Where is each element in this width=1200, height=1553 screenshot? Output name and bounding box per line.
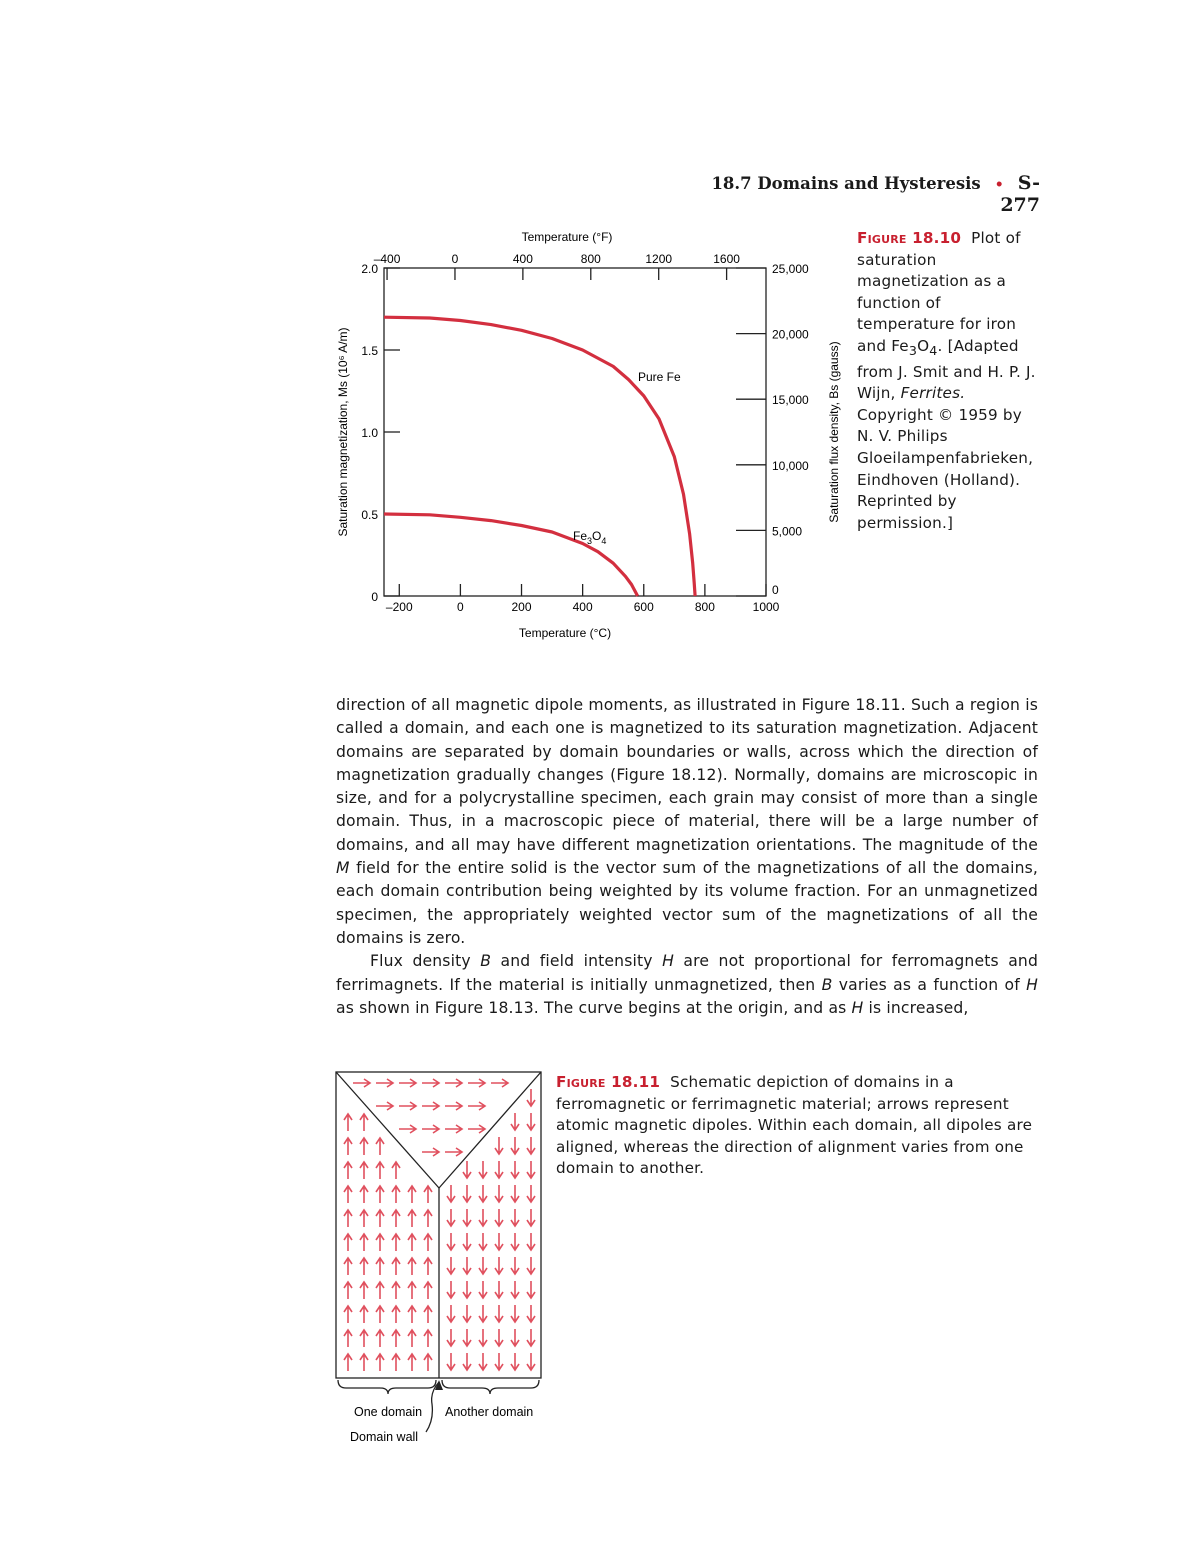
dipole-arrow-up [360,1138,368,1155]
dipole-arrow-up [376,1330,384,1347]
series-line-pure-fe [384,317,695,596]
dipole-arrow-right [468,1102,485,1110]
figure-18-10-caption: Figure 18.10 Plot of saturation magnetization as a function of temperature for iron and $Fe_3O_4$. [Adapted from J. Smit and H. P. J. Wijn, Ferrites. Copyright © 1959 by N. V. Philips Gloeilampenfabrieken, Eindhoven (Holland). Reprinted by permission.] [857,229,1036,532]
dipole-arrow-up [376,1282,384,1299]
dipole-arrow-up [408,1210,416,1227]
dipole-arrow-up [392,1330,400,1347]
dipole-arrow-down [527,1089,535,1106]
dipole-arrow-right [468,1079,485,1087]
dipole-arrow-up [392,1282,400,1299]
top-tick-label: 800 [580,252,601,266]
dipole-arrow-right [399,1079,416,1087]
dipole-arrows [344,1079,535,1371]
bullet-separator: • [994,177,1004,193]
dipole-arrow-down [495,1329,503,1346]
dipole-arrow-up [424,1330,432,1347]
dipole-arrow-down [527,1305,535,1322]
dipole-arrow-up [408,1282,416,1299]
dipole-arrow-down [463,1233,471,1250]
series-label-pure-fe: Pure Fe [638,370,681,384]
dipole-arrow-up [392,1234,400,1251]
dipole-arrow-right [376,1102,393,1110]
dipole-arrow-up [424,1186,432,1203]
x-tick-label: 800 [694,600,715,614]
dipole-arrow-right [422,1125,439,1133]
dipole-arrow-up [376,1306,384,1323]
dipole-arrow-down [527,1281,535,1298]
dipole-arrow-down [479,1281,487,1298]
dipole-arrow-down [463,1209,471,1226]
dipole-arrow-down [495,1281,503,1298]
right-axis-label: Saturation flux density, Bs (gauss) [827,341,841,523]
dipole-arrow-up [360,1258,368,1275]
dipole-arrow-down [527,1209,535,1226]
dipole-arrow-right [376,1079,393,1087]
dipole-arrow-down [511,1233,519,1250]
dipole-arrow-right [468,1125,485,1133]
dipole-arrow-down [511,1161,519,1178]
dipole-arrow-down [463,1185,471,1202]
dipole-arrow-up [376,1162,384,1179]
top-tick-label: –400 [373,252,401,266]
dipole-arrow-right [445,1148,462,1156]
dipole-arrow-down [495,1353,503,1370]
dipole-arrow-right [399,1125,416,1133]
top-tick-label: 1600 [713,252,740,266]
dipole-arrow-up [376,1354,384,1371]
dipole-arrow-up [344,1138,352,1155]
right-tick-label: 5,000 [772,524,803,539]
dipole-arrow-right [445,1102,462,1110]
dipole-arrow-down [463,1257,471,1274]
dipole-arrow-down [495,1137,503,1154]
dipole-arrow-down [527,1113,535,1130]
dipole-arrow-up [344,1258,352,1275]
dipole-arrow-down [479,1233,487,1250]
x-axis-label: Temperature (°C) [518,626,612,640]
dipole-arrow-up [360,1162,368,1179]
dipole-arrow-up [360,1354,368,1371]
dipole-arrow-right [422,1079,439,1087]
dipole-arrow-up [408,1306,416,1323]
domain-outlines [336,1072,541,1432]
y-axis-label: Saturation magnetization, Ms (10⁶ A/m) [336,327,350,537]
dipole-arrow-up [424,1306,432,1323]
dipole-arrow-down [511,1257,519,1274]
dipole-arrow-down [511,1281,519,1298]
figure-18-11-caption: Figure 18.11 Schematic depiction of domains in a ferromagnetic or ferrimagnetic material; arrows represent atomic magnetic dipoles. Within each domain, all dipoles are aligned, whereas the direction of alignment varies from one domain to another. [556,1073,1033,1178]
dipole-arrow-right [422,1148,439,1156]
dipole-arrow-down [479,1161,487,1178]
dipole-arrow-up [376,1186,384,1203]
dipole-arrow-up [360,1210,368,1227]
dipole-arrow-up [344,1210,352,1227]
dipole-arrow-down [495,1233,503,1250]
section-title: 18.7 Domains and Hysteresis [711,174,981,193]
x-tick-label: 200 [511,600,532,614]
x-tick-label: 0 [457,600,464,614]
y-tick-label: 1.5 [361,344,378,358]
right-tick-label: 10,000 [772,458,809,473]
top-tick-label: 1200 [645,252,673,266]
dipole-arrow-right [399,1102,416,1110]
dipole-arrow-down [511,1137,519,1154]
right-tick-label: 20,000 [772,327,809,342]
domain-wall-pointer [426,1382,439,1432]
dipole-arrow-up [344,1282,352,1299]
x-tick-label: 1000 [752,600,780,614]
label-another-domain: Another domain [445,1405,534,1419]
dipole-arrow-down [447,1209,455,1226]
dipole-arrow-up [424,1210,432,1227]
dipole-arrow-down [511,1113,519,1130]
dipole-arrow-up [424,1258,432,1275]
dipole-arrow-up [360,1114,368,1131]
dipole-arrow-up [392,1306,400,1323]
right-tick-label: 25,000 [772,262,809,276]
domain-wall-left [336,1072,439,1188]
dipole-arrow-up [344,1162,352,1179]
right-tick-label: 0 [772,583,779,597]
dipole-arrow-down [479,1329,487,1346]
dipole-arrow-down [511,1353,519,1370]
dipole-arrow-down [511,1329,519,1346]
dipole-arrow-down [463,1281,471,1298]
body-text [336,694,1038,1020]
dipole-arrow-down [463,1353,471,1370]
label-domain-wall: Domain wall [350,1430,419,1444]
x-tick-label: –200 [385,600,413,614]
dipole-arrow-down [527,1233,535,1250]
dipole-arrow-down [463,1305,471,1322]
dipole-arrow-up [424,1234,432,1251]
dipole-arrow-down [479,1353,487,1370]
dipole-arrow-up [392,1354,400,1371]
dipole-arrow-down [527,1257,535,1274]
dipole-arrow-up [376,1210,384,1227]
y-tick-label: 1.0 [361,426,378,440]
dipole-arrow-down [447,1185,455,1202]
dipole-arrow-up [360,1186,368,1203]
dipole-arrow-up [392,1186,400,1203]
dipole-arrow-up [392,1258,400,1275]
figure-label: Figure 18.11 [556,1073,661,1091]
dipole-arrow-up [376,1234,384,1251]
dipole-arrow-right [445,1125,462,1133]
dipole-arrow-right [422,1102,439,1110]
dipole-arrow-right [491,1079,508,1087]
dipole-arrow-down [527,1353,535,1370]
plot-frame [384,268,766,596]
dipole-arrow-down [495,1209,503,1226]
y-tick-label: 0 [371,590,378,604]
top-tick-label: 400 [512,252,533,266]
dipole-arrow-up [408,1354,416,1371]
dipole-arrow-up [376,1258,384,1275]
dipole-arrow-up [344,1330,352,1347]
dipole-arrow-down [479,1305,487,1322]
dipole-arrow-down [511,1305,519,1322]
page-number: S-277 [1000,172,1040,216]
paragraph-1: direction of all magnetic dipole moments, as illustrated in Figure 18.11. Such a region is called a domain, and each one is magnetized to its saturation magnetization. Adjacent domains are separated by domain boundaries or walls, across which the direction of magnetization gradually changes (Figure 18.12). Normally, domains are microscopic in size, and for a polycrystalline specimen, each grain may consist of more than a single domain. Thus, in a macroscopic piece of material, there will be a large number of domains, and all may have different magnetization orientations. The magnitude of the M field for the entire solid is the vector sum of the magnetizations of all the domains, each domain contribution being weighted by its volume fraction. For an unmagnetized specimen, the appropriately weighted vector sum of the magnetizations of all the domains is zero. [336,696,1038,947]
dipole-arrow-up [344,1186,352,1203]
dipole-arrow-up [408,1258,416,1275]
dipole-arrow-up [344,1354,352,1371]
dipole-arrow-up [424,1282,432,1299]
dipole-arrow-up [424,1354,432,1371]
dipole-arrow-up [360,1330,368,1347]
y-tick-label: 2.0 [361,262,378,276]
x-tick-label: 400 [572,600,593,614]
dipole-arrow-down [527,1161,535,1178]
dipole-arrow-up [344,1306,352,1323]
right-tick-label: 15,000 [772,393,809,408]
dipole-arrow-right [353,1079,370,1087]
dipole-arrow-down [527,1329,535,1346]
y-tick-label: 0.5 [361,508,378,522]
top-axis-label: Temperature (°F) [521,230,613,244]
dipole-arrow-down [447,1305,455,1322]
paragraph-2: Flux density B and field intensity H are not proportional for ferromagnets and ferrimagnets. If the material is initially unmagnetized, then B varies as a function of H as shown in Figure 18.13. The curve begins at the origin, and as H is increased, [336,952,1039,1017]
dipole-arrow-up [376,1138,384,1155]
dipole-arrow-down [463,1329,471,1346]
dipole-arrow-right [445,1079,462,1087]
dipole-arrow-down [495,1257,503,1274]
dipole-arrow-up [344,1234,352,1251]
domain-wall-right [439,1072,541,1188]
dipole-arrow-up [360,1282,368,1299]
dipole-arrow-up [392,1162,400,1179]
dipole-arrow-up [360,1306,368,1323]
label-one-domain: One domain [354,1405,423,1419]
figure-label: Figure 18.10 [857,229,962,247]
dipole-arrow-down [479,1209,487,1226]
dipole-arrow-down [447,1257,455,1274]
dipole-arrow-down [511,1209,519,1226]
dipole-arrow-down [495,1305,503,1322]
dipole-arrow-down [447,1233,455,1250]
dipole-arrow-down [527,1137,535,1154]
dipole-arrow-up [392,1210,400,1227]
dipole-arrow-down [479,1185,487,1202]
dipole-arrow-up [408,1330,416,1347]
top-tick-label: 0 [451,252,459,266]
dipole-arrow-up [344,1114,352,1131]
dipole-arrow-down [511,1185,519,1202]
dipole-arrow-up [408,1234,416,1251]
brace-one-domain [338,1380,436,1394]
pointer-arrowhead [435,1380,443,1390]
dipole-arrow-up [360,1234,368,1251]
dipole-arrow-down [447,1281,455,1298]
dipole-arrow-up [408,1186,416,1203]
x-tick-label: 600 [633,600,654,614]
series-label-fe3o4: $Fe_3O_4$ [573,529,607,546]
brace-another-domain [442,1380,539,1394]
dipole-arrow-down [447,1329,455,1346]
dipole-arrow-down [495,1161,503,1178]
dipole-arrow-down [527,1185,535,1202]
series-line-fe3o4 [384,514,638,596]
dipole-arrow-down [495,1185,503,1202]
dipole-arrow-down [447,1353,455,1370]
dipole-arrow-down [463,1161,471,1178]
dipole-arrow-down [479,1257,487,1274]
specimen-outline [336,1072,541,1378]
